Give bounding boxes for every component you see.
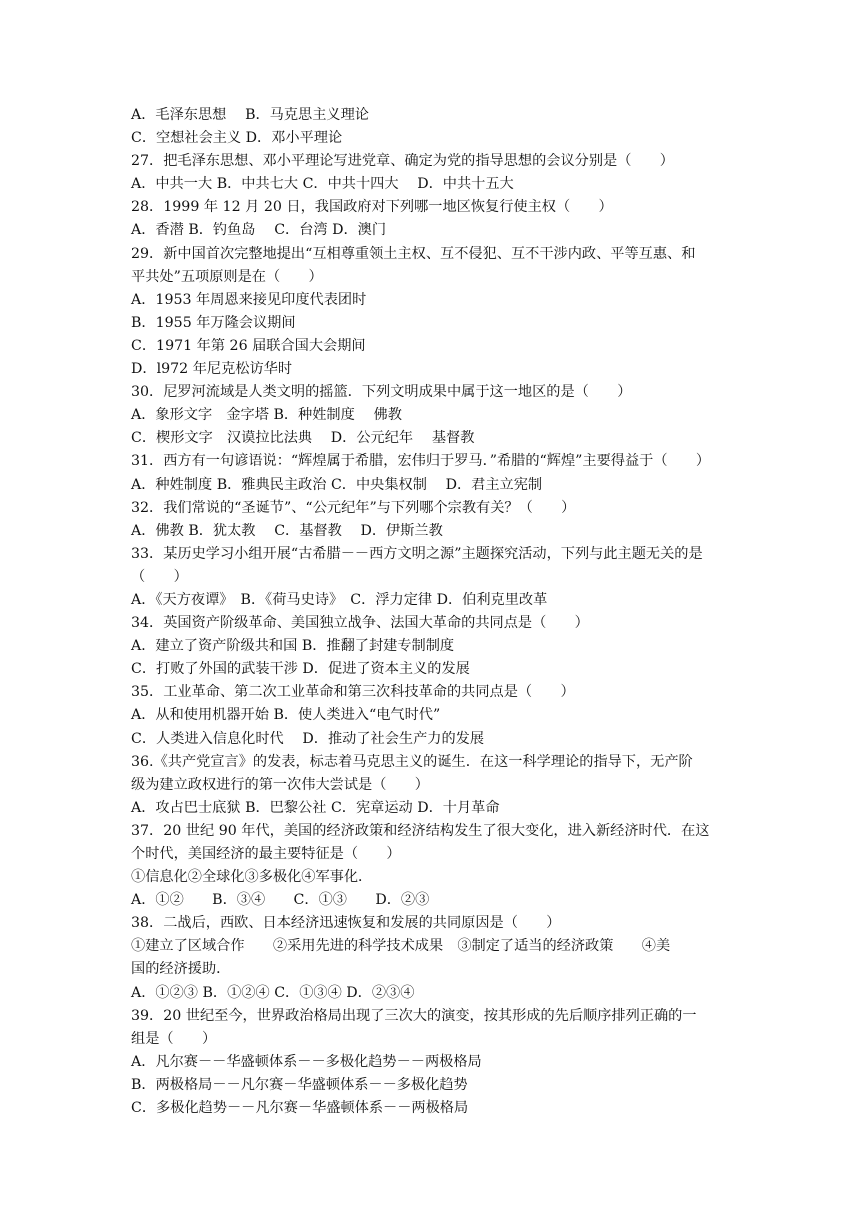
text-line: A．建立了资产阶级共和国 B．推翻了封建专制制度 [131, 638, 455, 655]
text-line: A．①② B．③④ C．①③ D．②③ [131, 892, 430, 909]
text-line: A．攻占巴士底狱 B．巴黎公社 C．宪章运动 D．十月革命 [131, 799, 500, 816]
text-line: D．l972 年尼克松访华时 [131, 361, 293, 378]
text-line: C．人类进入信息化时代 D．推动了社会生产力的发展 [131, 730, 485, 747]
text-line: A．象形文字 金字塔 B．种姓制度 佛教 [131, 407, 402, 424]
text-line: A．中共一大 B．中共七大 C．中共十四大 D．中共十五大 [131, 176, 514, 193]
text-line: 37．20 世纪 90 年代，美国的经济政策和经济结构发生了很大变化，进入新经济时代．在这 [131, 822, 710, 839]
text-line: 33．某历史学习小组开展“古希腊－－西方文明之源”主题探究活动，下列与此主题无关的是 [131, 545, 703, 562]
text-line: 39．20 世纪至今，世界政治格局出现了三次大的演变，按其形成的先后顺序排列正确的一 [131, 1007, 697, 1024]
text-line: A．从和使用机器开始 B．使人类进入“电气时代” [131, 707, 441, 724]
text-line: 国的经济援助． [131, 961, 231, 978]
text-line: 30．尼罗河流域是人类文明的摇篮．下列文明成果中属于这一地区的是（ ） [131, 384, 632, 401]
text-line: C．打败了外国的武装干涉 D．促进了资本主义的发展 [131, 661, 470, 678]
text-line: A．毛泽东思想 B．马克思主义理论 [131, 107, 369, 123]
text-line: C．楔形文字 汉谟拉比法典 D．公元纪年 基督教 [131, 430, 475, 447]
text-line: C．多极化趋势－－凡尔赛－华盛顿体系－－两极格局 [131, 1100, 469, 1117]
text-line: A．佛教 B．犹太教 C．基督教 D．伊斯兰教 [131, 522, 443, 539]
text-line: 36.《共产党宣言》的发表，标志着马克思主义的诞生．在这一科学理论的指导下，无产阶 [131, 753, 693, 770]
text-line: ①信息化②全球化③多极化④军事化． [131, 869, 373, 886]
text-line: B．1955 年万隆会议期间 [131, 314, 296, 331]
text-line: 28．1999 年 12 月 20 日，我国政府对下列哪一地区恢复行使主权（ ） [131, 199, 613, 216]
text-line: A．①②③ B．①②④ C．①③④ D．②③④ [131, 984, 415, 1001]
text-line: 级为建立政权进行的第一次伟大尝试是（ ） [131, 776, 429, 793]
text-line: 32．我们常说的“圣诞节”、“公元纪年”与下列哪个宗教有关？（ ） [131, 499, 576, 516]
text-line: 个时代，美国经济的最主要特征是（ ） [131, 846, 401, 862]
text-line: 27．把毛泽东思想、邓小平理论写进党章、确定为党的指导思想的会议分别是（ ） [131, 153, 674, 170]
text-line: A．1953 年周恩来接见印度代表团时 [131, 291, 367, 308]
text-line: 35．工业革命、第二次工业革命和第三次科技革命的共同点是（ ） [131, 684, 575, 701]
text-line: 34．英国资产阶级革命、美国独立战争、法国大革命的共同点是（ ） [131, 615, 589, 632]
text-line: C．空想社会主义 D．邓小平理论 [131, 130, 343, 147]
text-line: C．1971 年第 26 届联合国大会期间 [131, 337, 366, 354]
text-line: A．《天方夜谭》 B．《荷马史诗》 C．浮力定律 D．伯利克里改革 [131, 591, 548, 608]
text-line: ①建立了区域合作 ②采用先进的科学技术成果 ③制定了适当的经济政策 ④美 [131, 938, 671, 955]
text-line: A．香潜 B．钓鱼岛 C．台湾 D．澳门 [131, 222, 387, 239]
text-line: A．种姓制度 B．雅典民主政治 C．中央集权制 D．君主立宪制 [131, 476, 543, 493]
text-line: 38．二战后，西欧、日本经济迅速恢复和发展的共同原因是（ ） [131, 915, 561, 932]
question-text [131, 104, 731, 1120]
text-line: 平共处”五项原则是在（ ） [131, 268, 323, 285]
text-line: （ ） [131, 568, 188, 585]
text-line: A．凡尔赛－－华盛顿体系－－多极化趋势－－两极格局 [131, 1053, 482, 1070]
text-line: 29．新中国首次完整地提出“互相尊重领土主权、互不侵犯、互不干涉内政、平等互惠、和 [131, 245, 696, 262]
text-line: B．两极格局－－凡尔赛－华盛顿体系－－多极化趋势 [131, 1076, 468, 1093]
text-line: 组是（ ） [131, 1030, 217, 1047]
text-line: 31．西方有一句谚语说：“辉煌属于希腊，宏伟归于罗马．”希腊的“辉煌”主要得益于（ ） [131, 453, 711, 470]
